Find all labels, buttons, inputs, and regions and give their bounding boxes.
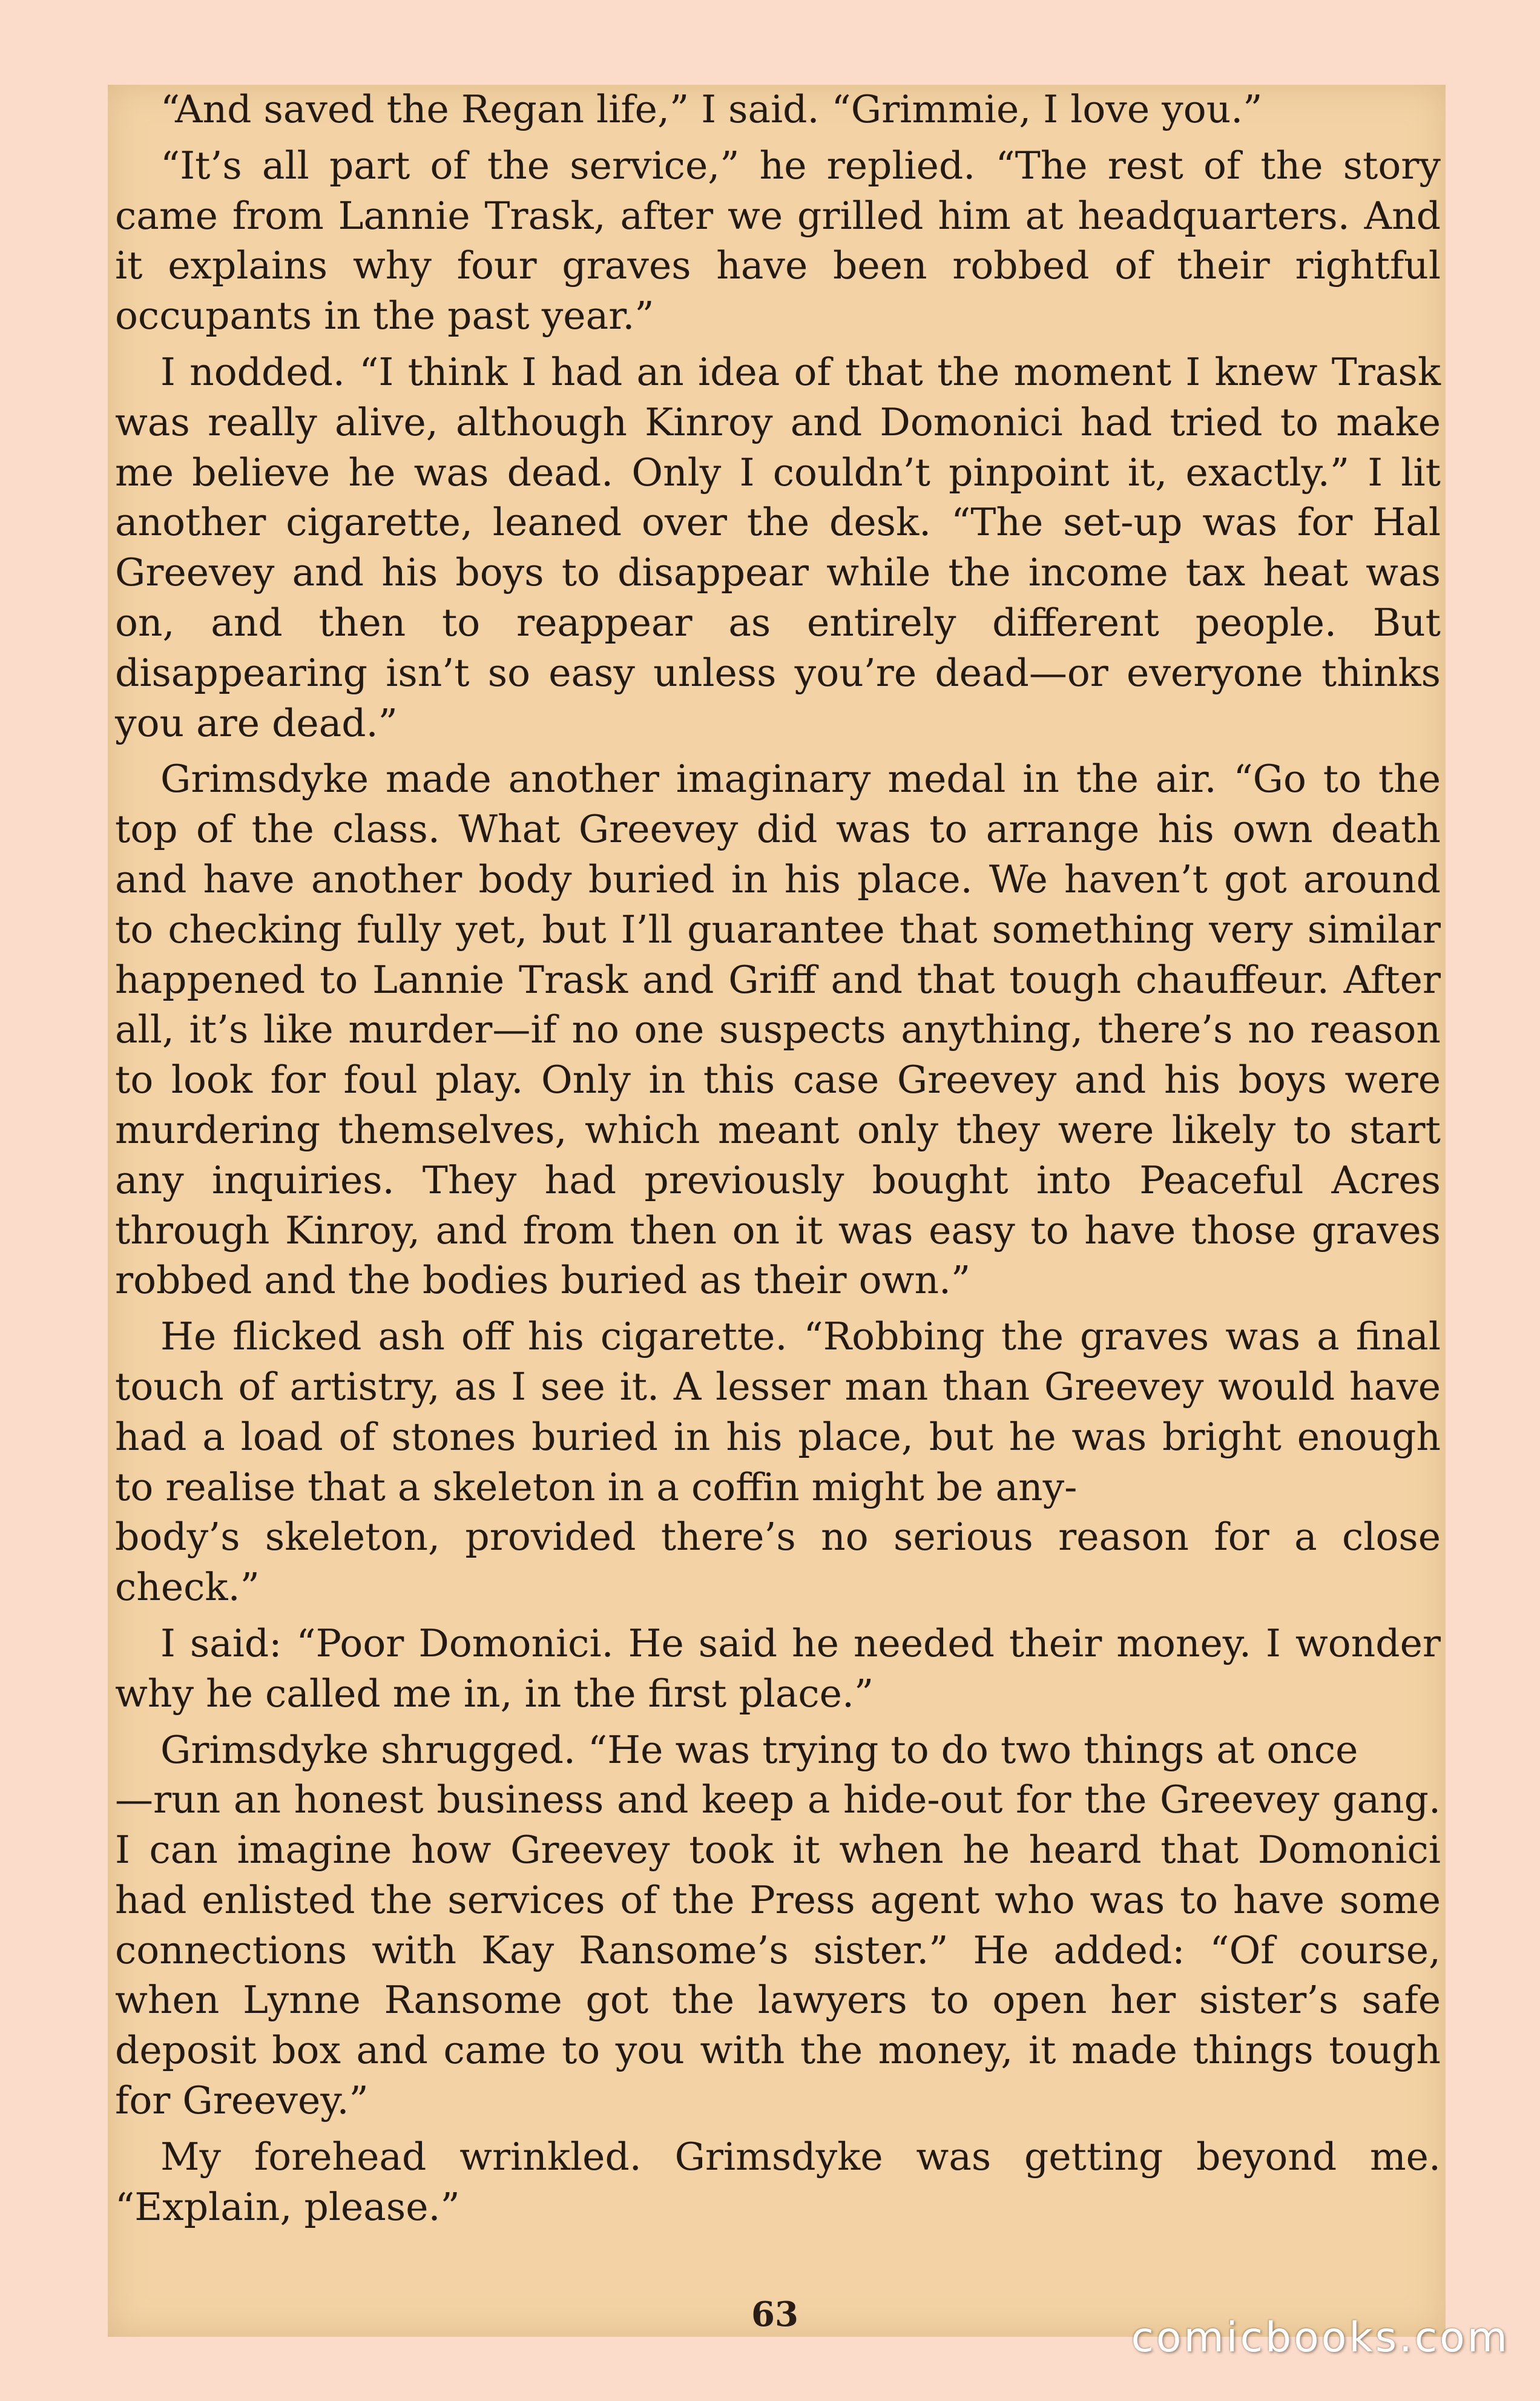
paragraph-5: He flicked ash off his cigarette. “Robbing the graves was a final touch of artistry, as I see it. A lesser man than Greevey would have had a load of stones buried in his place, but he was bright enough to realise that a skeleton in a coffin might be any- body’s skeleton, provided there’s no serious reason for a close check.” xyxy=(115,1314,1441,1610)
paragraph-1: “And saved the Regan life,” I said. “Grimmie, I love you.” xyxy=(160,87,1263,131)
paragraph-7: Grimsdyke shrugged. “He was trying to do two things at once —run an honest business and keep a hide-out for the Greevey gang. I can imagine how Greevey took it when he heard that Domonici had enlisted the services of the Press agent who was to have some connections with Kay Ransome’s sister.” He added: “Of course, when Lynne Ransome got the lawyers to open her sister’s safe deposit box and came to you with the money, it made things tough for Greevey.” xyxy=(115,1727,1441,2123)
paragraph-4: Grimsdyke made another imaginary medal in the air. “Go to the top of the class. What Greevey did was to arrange his own death and have another body buried in his place. We haven’t got around to checking fully yet, but I’ll guarantee that something very similar happened to Lannie Trask and Griff and that tough chauffeur. After all, it’s like murder—if no one suspects anything, there’s no reason to look for foul play. Only in this case Greevey and his boys were murdering themselves, which meant only they were likely to start any inquiries. They had previously bought into Peaceful Acres through Kinroy, and from then on it was easy to have those graves robbed and the bodies buried as their own.” xyxy=(115,757,1441,1303)
paragraph-3: I nodded. “I think I had an idea of that the moment I knew Trask was really alive, although Kinroy and Domonici had tried to make me believe he was dead. Only I couldn’t pinpoint it, exactly.” I lit another cigarette, leaned over the desk. “The set-up was for Hal Greevey and his boys to disappear while the income tax heat was on, and then to reappear as entirely different people. But disappearing isn’t so easy unless you’re dead—or everyone thinks you are dead.” xyxy=(115,349,1441,745)
watermark: comicbooks.com xyxy=(1131,2314,1510,2362)
page-number: 63 xyxy=(751,2294,798,2334)
paragraph-2: “It’s all part of the service,” he replied. “The rest of the story came from Lannie Trask, after we grilled him at headquarters. And it explains why four graves have been robbed of their rightful occupants in the past year.” xyxy=(115,143,1441,338)
paragraph-8: My forehead wrinkled. Grimsdyke was getting beyond me. “Explain, please.” xyxy=(115,2134,1441,2229)
paragraph-6: I said: “Poor Domonici. He said he needed their money. I wonder why he called me in, in the first place.” xyxy=(115,1621,1441,1716)
page-body-text xyxy=(115,85,1441,2238)
